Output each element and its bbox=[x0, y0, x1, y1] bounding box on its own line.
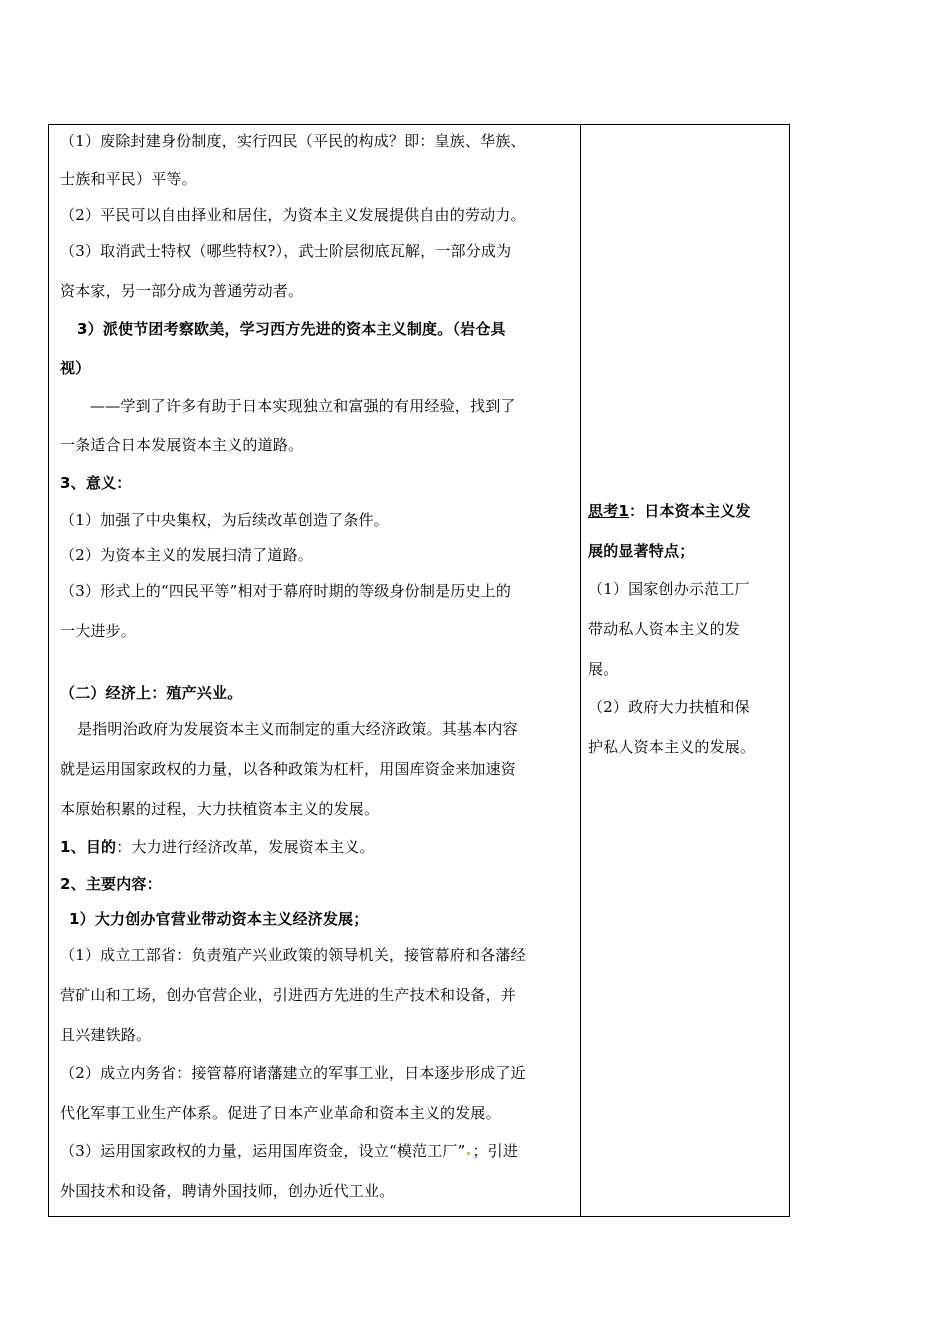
notes-column bbox=[581, 125, 789, 1216]
text-line: 就是运用国家政权的力量，以各种政策为杠杆，用国库资金来加速资 bbox=[60, 760, 517, 778]
text-line: ——学到了许多有助于日本实现独立和富强的有用经验，找到了 bbox=[90, 397, 516, 415]
section-heading: 视） bbox=[60, 359, 91, 377]
text-line: （2）为资本主义的发展扫清了道路。 bbox=[60, 546, 313, 564]
text-line: 一大进步。 bbox=[60, 622, 137, 640]
text-line: 外国技术和设备，聘请外国技师，创办近代工业。 bbox=[60, 1182, 395, 1200]
text-line: 营矿山和工场，创办官营企业，引进西方先进的生产技术和设备，并 bbox=[60, 986, 517, 1004]
text-line: （2）平民可以自由择业和居住，为资本主义发展提供自由的劳动力。 bbox=[60, 206, 526, 224]
text-line: 士族和平民）平等。 bbox=[60, 170, 197, 188]
text-line: （1）加强了中央集权，为后续改革创造了条件。 bbox=[60, 511, 389, 529]
note-line: 展。 bbox=[588, 660, 619, 678]
text-line bbox=[60, 837, 375, 857]
text-line: （3）取消武士特权（哪些特权?），武士阶层彻底瓦解，一部分成为 bbox=[60, 242, 512, 260]
section-heading: 3）派使节团考察欧美，学习西方先进的资本主义制度。（岩仓具 bbox=[77, 320, 506, 338]
text-line: 是指明治政府为发展资本主义而制定的重大经济政策。其基本内容 bbox=[77, 720, 518, 738]
section-heading: 3、意义： bbox=[60, 474, 132, 492]
text-line bbox=[60, 1141, 518, 1161]
text-line: 且兴建铁路。 bbox=[60, 1026, 152, 1044]
text-line: （1）成立工部省：负责殖产兴业政策的领导机关，接管幕府和各藩经 bbox=[60, 946, 526, 964]
text-segment: （3）运用国家政权的力量，运用国库资金，设立“模范工厂” bbox=[60, 1142, 466, 1160]
text-line: 资本家，另一部分成为普通劳动者。 bbox=[60, 282, 304, 300]
text-line: 代化军事工业生产体系。促进了日本产业革命和资本主义的发展。 bbox=[60, 1104, 501, 1122]
text-line: （2）成立内务省：接管幕府诸藩建立的军事工业，日本逐步形成了近 bbox=[60, 1064, 526, 1082]
note-line: （1）国家创办示范工厂 bbox=[588, 580, 750, 598]
note-line: （2）政府大力扶植和保 bbox=[588, 698, 750, 716]
main-column bbox=[49, 125, 580, 1216]
note-line: 带动私人资本主义的发 bbox=[588, 620, 741, 638]
note-heading bbox=[588, 501, 751, 521]
text-line: 本原始积累的过程，大力扶植资本主义的发展。 bbox=[60, 800, 380, 818]
text-segment: ；引进 bbox=[472, 1142, 519, 1160]
text-line: （1）废除封建身份制度，实行四民（平民的构成？即：皇族、华族、 bbox=[60, 132, 526, 150]
section-heading: 2、主要内容： bbox=[60, 875, 162, 893]
edit-mark-icon bbox=[467, 1152, 470, 1155]
note-heading: 展的显著特点； bbox=[588, 542, 695, 560]
section-heading: （二）经济上：殖产兴业。 bbox=[60, 684, 243, 702]
text-line: （3）形式上的“四民平等”相对于幕府时期的等级身份制是历史上的 bbox=[60, 582, 512, 600]
note-text: ：日本资本主义发 bbox=[629, 502, 751, 520]
section-heading: 1）大力创办官营业带动资本主义经济发展； bbox=[69, 910, 369, 928]
label-bold: 1、目的 bbox=[60, 838, 117, 856]
text-line: 一条适合日本发展资本主义的道路。 bbox=[60, 436, 304, 454]
content-table bbox=[48, 124, 790, 1217]
note-line: 护私人资本主义的发展。 bbox=[588, 738, 756, 756]
label-text: ：大力进行经济改革，发展资本主义。 bbox=[116, 838, 375, 856]
note-label: 思考1 bbox=[588, 502, 630, 520]
